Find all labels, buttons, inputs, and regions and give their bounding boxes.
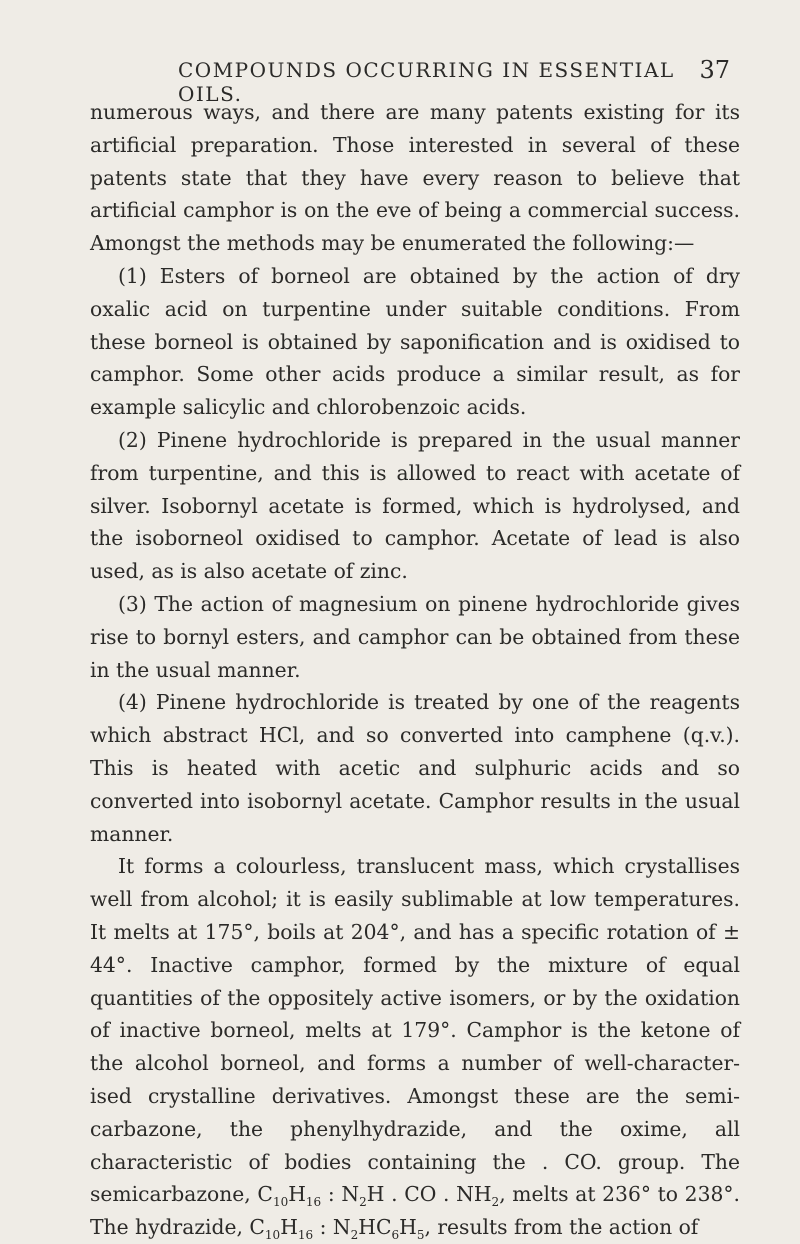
body-text: [90, 96, 740, 1244]
page-header: [90, 52, 740, 106]
running-title: COMPOUNDS OCCURRING IN ESSENTIAL OILS.: [178, 58, 675, 106]
paragraph-method-2: (2) Pinene hydrochloride is prepared in the usual manner from turpentine, and this is allowed to react with acetate of silver. Isobornyl acetate is formed, which is hydrolysed, and the isoborneol oxidised to camphor. Acetate of lead is also used, as is also acetate of zinc.: [90, 427, 740, 584]
paragraph-method-1: (1) Esters of borneol are obtained by the action of dry oxalic acid on turpentine under suitable conditions. From these borneol is obtained by saponification and is oxidised to camphor. Some other acids produce a similar result, as for example salicylic and chlorobenzoic acids.: [90, 263, 740, 420]
paragraph-properties: It forms a colourless, translucent mass, which crystallises well from alcohol; it is easily sublimable at low temperatures. It melts at 175°, boils at 204°, and has a specific rotation of ± 44°. Inactive camphor, formed by the mixture of equal quantities of the oppositely active isomers, or by the oxidation of inactive borneol, melts at 179°. Camphor is the ketone of the alcohol borneol, and forms a number of well-character-ised crystalline derivatives. Amongst these are the semi-carbazone, the phenylhydrazide, and the oxime, all characteristic of bodies containing the . CO. group. The semicarbazone, $C_{10}H_{16}$ : $N_2H$ . CO . $NH_2$, melts at 236° to 238°. The hydrazide, $C_{10}H_{16}$ : $N_2HC_6H_5$, results from the action of: [90, 854, 740, 1243]
paragraph-method-3: (3) The action of magnesium on pinene hydrochloride gives rise to bornyl esters, and camphor can be obtained from these in the usual manner.: [90, 591, 740, 682]
page-number: 37: [699, 56, 730, 84]
paragraph-intro: numerous ways, and there are many patents existing for its artificial preparation. Those interested in several of these patents state that they have every reason to believe that artificial camphor is on the eve of being a commercial success. Amongst the methods may be enumerated the following:—: [90, 100, 740, 256]
paragraph-method-4: (4) Pinene hydrochloride is treated by one of the reagents which abstract HCl, and so converted into camphene (q.v.). This is heated with acetic and sulphuric acids and so converted into isobornyl acetate. Camphor results in the usual manner.: [90, 690, 740, 846]
